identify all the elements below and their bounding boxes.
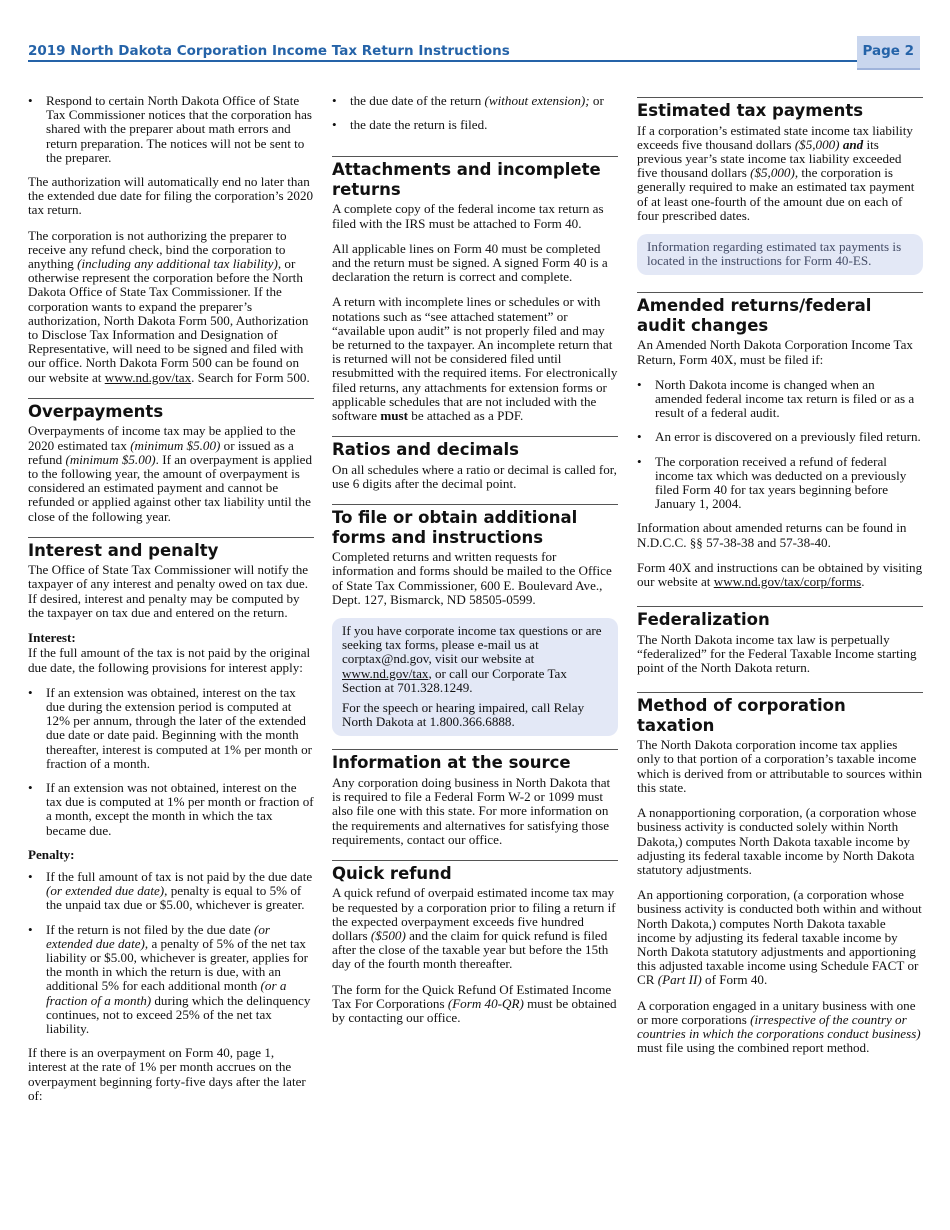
list-item: • If an extension was not obtained, interest on the tax due is computed at 1% per month or fraction of a month, except the month in which the tax became due. [28, 781, 314, 838]
paragraph: Information regarding estimated tax payments is located in the instructions for Form 40-ES. [647, 238, 902, 269]
paragraph: All applicable lines on Form 40 must be completed and the return must be signed. A signed Form 40 is a declaration the return is correct and complete. [332, 240, 608, 285]
website-link[interactable]: www.nd.gov/tax/corp/forms [713, 573, 862, 589]
amended-bullets [637, 378, 923, 512]
list-item: • If an extension was obtained, interest on the tax due during the extension period is computed at 12% per annum, through the later of the extended due date or date paid. Beginning with the month thereafter, interest is computed at 1% per month or fraction of a month. [28, 686, 314, 771]
section-heading: Federalization [637, 610, 770, 630]
paragraph: The corporation is not authorizing the preparer to receive any refund check, bind the corporation to anything (including any additional tax liability), or otherwise represent the corporation before the North Dakota Office of State Tax Commissioner. If the corporation wants to expand the preparer’s authorization, North Dakota Form 500, Authorization to Disclose Tax Information and Designation of Representative, will need to be signed and filed with our office. North Dakota Form 500 can be found on our website at www.nd.gov/tax. Search for Form 500. [28, 227, 310, 385]
section-amended-returns [637, 292, 923, 589]
estimated-tax-note [637, 234, 923, 275]
section-attachments [332, 156, 618, 423]
paragraph: A quick refund of overpaid estimated income tax may be requested by a corporation prior to filing a return if the expected overpayment exceeds five hundred dollars ($500) and the claim for quick refund is filed after the close of the taxable year but before the 15th day of the fourth month thereafter. [332, 885, 616, 972]
paragraph: A return with incomplete lines or schedules or with notations such as “see attached statement” or “available upon audit” is not properly filed and may be returned to the taxpayer. An incomplete return that is returned will not be considered filed until resubmitted with the required items. For electronically filed returns, any attachments for extension forms or applicable schedules that are not included with the software must be attached as a PDF. [332, 294, 618, 424]
contact-info-box [332, 618, 618, 736]
paragraph: The form for the Quick Refund Of Estimated Income Tax For Corporations (Form 40-QR) must be obtained by contacting our office. [332, 981, 617, 1026]
paragraph: Any corporation doing business in North Dakota that is required to file a Federal Form W-2 or 1099 must also file one with this state. For more information on the requirements and alternatives for satisfying those requirements, contact our office. [332, 774, 611, 847]
paragraph: If a corporation’s estimated state income tax liability exceeds five thousand dollars ($5,000) and its previous year’s state income tax liability exceeded five thousand dollars ($5,000), the corporation is generally required to make an estimated tax payment of at least one-fourth of the amount due on each of four prescribed dates. [637, 122, 915, 223]
preparer-bullets [28, 94, 314, 165]
paragraph: An apportioning corporation, (a corporation whose business activity is conducted both within and without North Dakota,) computes North Dakota taxable income by adjusting its federal taxable income by North Dakota statutory adjustments and apportioning this adjusted taxable income using Schedule FACT or CR (Part II) of Form 40. [637, 887, 922, 988]
paragraph: Overpayments of income tax may be applied to the 2020 estimated tax (minimum $5.00) or issued as a refund (minimum $5.00). If an overpayment is applied to the following year, the amount of overpayment is considered an estimated payment and cannot be refunded or applied against other tax liability until the close of the following year. [28, 423, 313, 524]
list-item: • the date the return is filed. [332, 118, 618, 132]
subheading-interest: Interest: [28, 630, 76, 646]
section-file-obtain [332, 504, 618, 736]
paragraph: If you have corporate income tax questions or are seeking tax forms, please e-mail us at corptax@nd.gov, visit our website at www.nd.gov/tax, or call our Corporate Tax Section at 701.328.1249. [342, 622, 602, 695]
section-heading: Method of corporation taxation [637, 696, 846, 735]
penalty-bullets [28, 870, 314, 1036]
interest-bullets [28, 686, 314, 838]
paragraph: On all schedules where a ratio or decimal is called for, use 6 digits after the decimal point. [332, 461, 617, 491]
list-item: • If the full amount of tax is not paid by the due date (or extended due date), penalty is equal to 5% of the unpaid tax due or $5.00, whichever is greater. [28, 870, 314, 913]
section-heading: Ratios and decimals [332, 440, 519, 460]
paragraph: The authorization will automatically end no later than the extended due date for filing the corporation’s 2020 tax return. [28, 174, 314, 218]
paragraph: If the full amount of the tax is not paid by the original due date, the following provisions for interest apply: [28, 645, 311, 675]
paragraph: A complete copy of the federal income tax return as filed with the IRS must be attached to Form 40. [332, 201, 604, 231]
section-method-taxation [637, 692, 923, 1055]
section-info-source [332, 749, 618, 847]
paragraph: Form 40X and instructions can be obtained by visiting our website at www.nd.gov/tax/corp/forms. [637, 559, 923, 589]
overpayment-interest-bullets [332, 94, 618, 132]
paragraph: A corporation engaged in a unitary business with one or more corporations (irrespective of the country or countries in which the corporations conduct business) must file using the combined report method. [637, 997, 921, 1056]
column-left [28, 94, 314, 1114]
paragraph: The North Dakota income tax law is perpetually “federalized” for the Federal Taxable Income starting point of the North Dakota return. [637, 631, 917, 676]
section-ratios [332, 436, 618, 491]
paragraph: An Amended North Dakota Corporation Income Tax Return, Form 40X, must be filed if: [637, 337, 913, 367]
column-right [637, 97, 923, 1066]
paragraph: For the speech or hearing impaired, call Relay North Dakota at 1.800.366.6888. [342, 699, 585, 730]
section-heading: Interest and penalty [28, 540, 219, 560]
paragraph: Information about amended returns can be found in N.D.C.C. §§ 57-38-38 and 57-38-40. [637, 520, 907, 550]
section-quick-refund [332, 860, 618, 1025]
website-link[interactable]: www.nd.gov/tax [342, 665, 429, 681]
section-estimated-tax [637, 97, 923, 275]
paragraph: Completed returns and written requests for information and forms should be mailed to the Office of State Tax Commissioner, 600 E. Boulevard Ave., Dept. 127, Bismarck, ND 58505-0599. [332, 549, 612, 607]
paragraph: A nonapportioning corporation, (a corporation whose business activity is conducted solely within North Dakota,) computes North Dakota taxable income by adjusting its federal taxable income by North Dakota statutory adjustments. [637, 805, 917, 877]
section-heading: To file or obtain additional forms and instructions [332, 508, 578, 547]
section-heading: Information at the source [332, 753, 571, 773]
paragraph: The Office of State Tax Commissioner will notify the taxpayer of any interest and penalty owed on tax due. If desired, interest and penalty may be computed by the taxpayer on tax due and entered on the return. [28, 562, 309, 620]
paragraph: The North Dakota corporation income tax applies only to that portion of a corporation’s taxable income which is derived from or attributable to sources within this state. [637, 737, 923, 795]
list-item: • If the return is not filed by the due date (or extended due date), a penalty of 5% of the net tax liability or $5.00, whichever is greater, applies for the month in which the return is due, with an additional 5% for each additional month (or a fraction of a month) during which the delinquency continues, not to exceed 25% of the net tax liability. [28, 923, 314, 1037]
list-item: • North Dakota income is changed when an amended federal income tax return is filed or as a result of a federal audit. [637, 378, 923, 421]
subheading-penalty: Penalty: [28, 846, 75, 862]
section-heading: Quick refund [332, 863, 452, 883]
section-heading: Amended returns/federal audit changes [637, 296, 872, 335]
document-title: 2019 North Dakota Corporation Income Tax Return Instructions [28, 43, 510, 59]
list-item: • The corporation received a refund of federal income tax which was deducted on a previously filed Form 40 for tax years beginning before January 1, 2004. [637, 455, 923, 512]
list-item: • Respond to certain North Dakota Office of State Tax Commissioner notices that the corporation has shared with the preparer about math errors and return preparation. The notices will not be sent to the preparer. [28, 94, 314, 165]
section-heading: Overpayments [28, 401, 164, 421]
section-interest-penalty [28, 537, 314, 1103]
page-header [28, 36, 920, 68]
header-rule [28, 60, 858, 62]
list-item: • the due date of the return (without extension); or [332, 94, 618, 108]
page-number-box [857, 36, 920, 70]
column-middle [332, 94, 618, 1036]
section-heading: Attachments and incomplete returns [332, 160, 601, 199]
list-item: • An error is discovered on a previously filed return. [637, 430, 923, 444]
section-overpayments [28, 398, 314, 524]
paragraph: If there is an overpayment on Form 40, page 1, interest at the rate of 1% per month accrues on the overpayment beginning forty-five days after the later of: [28, 1045, 306, 1103]
page-number: Page 2 [862, 43, 914, 59]
website-link[interactable]: www.nd.gov/tax [104, 369, 192, 385]
section-heading: Estimated tax payments [637, 101, 864, 120]
section-federalization [637, 606, 923, 675]
